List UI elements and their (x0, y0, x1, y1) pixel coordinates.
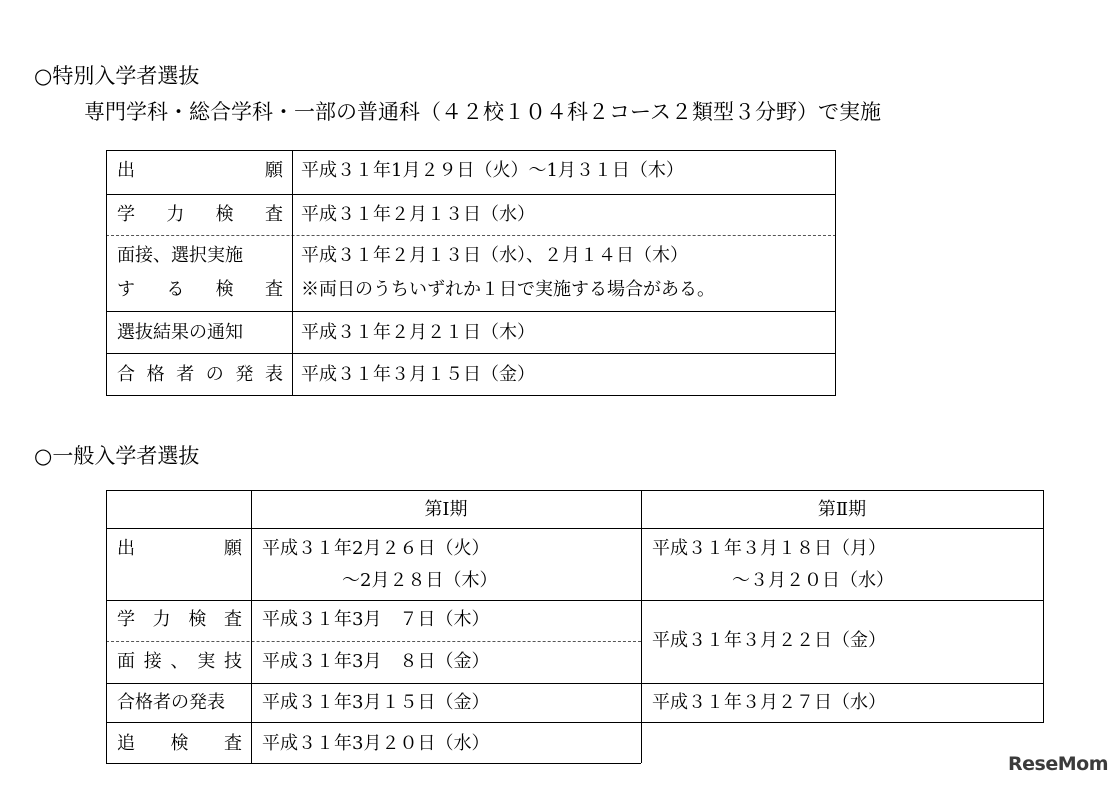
label-interview-line2: す る 検 査 (117, 279, 283, 300)
p2-test-and-interview: 平成３１年３月２２日（金） (652, 630, 886, 651)
p2-announcement: 平成３１年３月２７日（水） (652, 692, 886, 713)
table-border (106, 150, 836, 151)
header-period-2: 第Ⅱ期 (817, 499, 867, 520)
table-border (106, 490, 107, 763)
p2-application-line2: ～３月２０日（水） (732, 570, 894, 591)
row-divider (106, 311, 836, 312)
label-academic-test: 学 力 検 査 (117, 204, 283, 225)
table-border (1043, 490, 1044, 722)
value-result-notice: 平成３１年２月２１日（木） (301, 322, 535, 343)
table-border (106, 395, 836, 396)
label-announcement: 合 格 者 の 発 表 (117, 364, 283, 385)
general-heading: ○一般入学者選抜 (34, 444, 200, 468)
row-divider (106, 600, 1044, 601)
special-subtitle: 専門学科・総合学科・一部の普通科（４２校１０４科２コース２類型３分野）で実施 (84, 100, 881, 124)
value-academic-test: 平成３１年２月１３日（水） (301, 204, 535, 225)
label-application: 出 願 (117, 538, 242, 559)
column-divider (251, 490, 252, 763)
p1-academic-test: 平成３１年3月 ７日（木） (262, 609, 490, 630)
label-academic-test: 学 力 検 査 (117, 609, 242, 630)
value-interview-note: ※両日のうちいずれか１日で実施する場合がある。 (301, 279, 715, 300)
table-border (106, 490, 1044, 491)
p1-application-line1: 平成３１年2月２６日（火） (262, 538, 490, 559)
p1-application-line2: ～2月２８日（木） (342, 570, 498, 591)
p1-supplementary-test: 平成３１年3月２０日（水） (262, 733, 490, 754)
value-application: 平成３１年1月２９日（火）～1月３１日（木） (301, 160, 684, 181)
label-result-notice: 選抜結果の通知 (117, 322, 243, 343)
row-divider-dashed (106, 235, 836, 236)
special-heading: ○特別入学者選抜 (34, 64, 200, 88)
label-interview-practical: 面 接 、 実 技 (117, 651, 242, 672)
column-divider (641, 490, 642, 763)
p1-announcement: 平成３１年3月１５日（金） (262, 692, 490, 713)
label-interview-line1: 面接、選択実施 (117, 245, 243, 266)
p2-application-line1: 平成３１年３月１８日（月） (652, 538, 886, 559)
row-divider (106, 722, 1044, 723)
table-border (106, 763, 641, 764)
row-divider (106, 528, 1044, 529)
resemom-watermark-logo: ReseMom (1008, 753, 1108, 775)
row-divider (106, 353, 836, 354)
value-announcement: 平成３１年３月１５日（金） (301, 364, 535, 385)
row-divider-dashed (106, 641, 641, 642)
label-application: 出 願 (117, 160, 283, 181)
row-divider (106, 683, 1044, 684)
label-supplementary-test: 追 検 査 (117, 733, 242, 754)
table-border (106, 150, 107, 395)
column-divider (292, 150, 293, 395)
label-announcement: 合格者の発表 (117, 692, 225, 713)
value-interview-line1: 平成３１年２月１３日（水）、２月１４日（木） (301, 245, 688, 266)
header-period-1: 第Ⅰ期 (424, 499, 468, 520)
row-divider (106, 194, 836, 195)
table-border (835, 150, 836, 395)
p1-interview-practical: 平成３１年3月 ８日（金） (262, 651, 490, 672)
